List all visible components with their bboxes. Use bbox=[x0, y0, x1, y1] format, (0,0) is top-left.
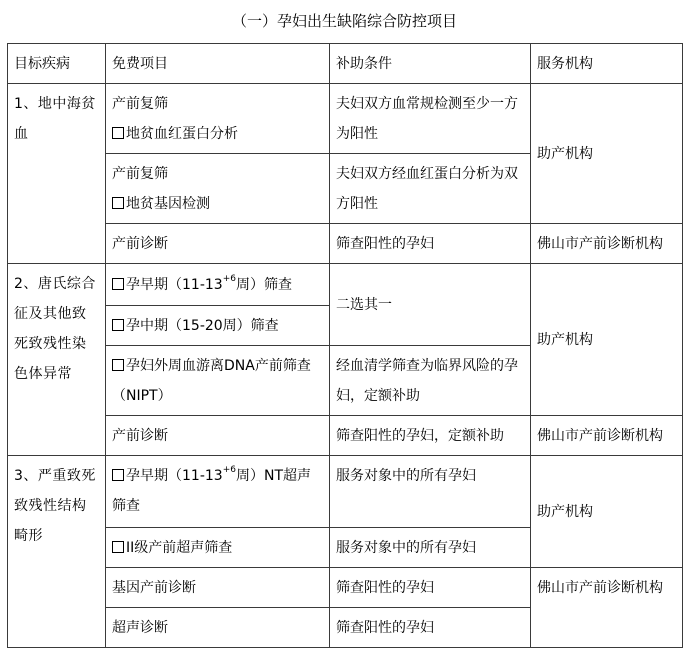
item-label: 孕中期（15-20周）筛查 bbox=[126, 318, 279, 334]
item-line: 产前复筛 bbox=[112, 166, 168, 182]
condition-cell: 筛查阳性的孕妇 bbox=[330, 608, 531, 648]
item-cell bbox=[106, 306, 330, 346]
checkbox[interactable] bbox=[112, 197, 124, 209]
condition-cell: 夫妇双方经血红蛋白分析为双方阳性 bbox=[330, 154, 531, 224]
agency-cell: 佛山市产前诊断机构 bbox=[531, 568, 683, 648]
item-label: 孕妇外周血游离DNA产前筛查（NIPT） bbox=[112, 358, 311, 404]
item-label-suffix: 周）NT超声筛查 bbox=[112, 468, 311, 514]
condition-cell: 筛查阳性的孕妇 bbox=[330, 568, 531, 608]
disease-cell: 2、唐氏综合征及其他致死致残性染色体异常 bbox=[8, 264, 106, 456]
condition-cell: 二选其一 bbox=[330, 264, 531, 346]
agency-cell: 佛山市产前诊断机构 bbox=[531, 224, 683, 264]
item-label: 孕早期（11-13 bbox=[126, 468, 223, 484]
table-row bbox=[8, 416, 683, 456]
checkbox[interactable] bbox=[112, 469, 124, 481]
item-cell bbox=[106, 84, 330, 154]
item-superscript: +6 bbox=[222, 465, 236, 476]
item-label: 地贫血红蛋白分析 bbox=[126, 126, 238, 142]
header-subsidy-condition: 补助条件 bbox=[330, 44, 531, 84]
condition-cell: 夫妇双方血常规检测至少一方为阳性 bbox=[330, 84, 531, 154]
item-label: II级产前超声筛查 bbox=[126, 540, 233, 556]
disease-cell: 1、地中海贫血 bbox=[8, 84, 106, 264]
table-row bbox=[8, 224, 683, 264]
agency-cell: 佛山市产前诊断机构 bbox=[531, 416, 683, 456]
agency-cell: 助产机构 bbox=[531, 456, 683, 568]
header-target-disease: 目标疾病 bbox=[8, 44, 106, 84]
item-cell bbox=[106, 154, 330, 224]
item-cell: 产前诊断 bbox=[106, 416, 330, 456]
condition-cell: 筛查阳性的孕妇 bbox=[330, 224, 531, 264]
item-label-suffix: 周）筛查 bbox=[235, 277, 292, 293]
checkbox[interactable] bbox=[112, 278, 124, 290]
item-label: 地贫基因检测 bbox=[126, 196, 210, 212]
condition-cell: 服务对象中的所有孕妇 bbox=[330, 528, 531, 568]
item-cell bbox=[106, 528, 330, 568]
table-row bbox=[8, 84, 683, 154]
table-row bbox=[8, 568, 683, 608]
item-cell bbox=[106, 346, 330, 416]
agency-cell: 助产机构 bbox=[531, 264, 683, 416]
item-line bbox=[112, 189, 323, 219]
checkbox[interactable] bbox=[112, 319, 124, 331]
condition-cell: 服务对象中的所有孕妇 bbox=[330, 456, 531, 528]
checkbox[interactable] bbox=[112, 359, 124, 371]
item-cell bbox=[106, 456, 330, 528]
disease-cell: 3、严重致死致残性结构畸形 bbox=[8, 456, 106, 648]
condition-cell: 筛查阳性的孕妇，定额补助 bbox=[330, 416, 531, 456]
item-superscript: +6 bbox=[222, 274, 236, 285]
table-header-row bbox=[8, 44, 683, 84]
checkbox[interactable] bbox=[112, 541, 124, 553]
header-free-item: 免费项目 bbox=[106, 44, 330, 84]
page-title: （一）孕妇出生缺陷综合防控项目 bbox=[231, 12, 457, 30]
item-cell bbox=[106, 264, 330, 306]
condition-cell: 经血清学筛查为临界风险的孕妇，定额补助 bbox=[330, 346, 531, 416]
table-row bbox=[8, 264, 683, 306]
item-cell: 基因产前诊断 bbox=[106, 568, 330, 608]
item-cell: 超声诊断 bbox=[106, 608, 330, 648]
item-line bbox=[112, 119, 323, 149]
item-line: 产前复筛 bbox=[112, 96, 168, 112]
prevention-table bbox=[7, 43, 683, 648]
header-service-agency: 服务机构 bbox=[531, 44, 683, 84]
table-row bbox=[8, 456, 683, 528]
item-label: 孕早期（11-13 bbox=[126, 277, 223, 293]
checkbox[interactable] bbox=[112, 127, 124, 139]
item-cell: 产前诊断 bbox=[106, 224, 330, 264]
agency-cell: 助产机构 bbox=[531, 84, 683, 224]
